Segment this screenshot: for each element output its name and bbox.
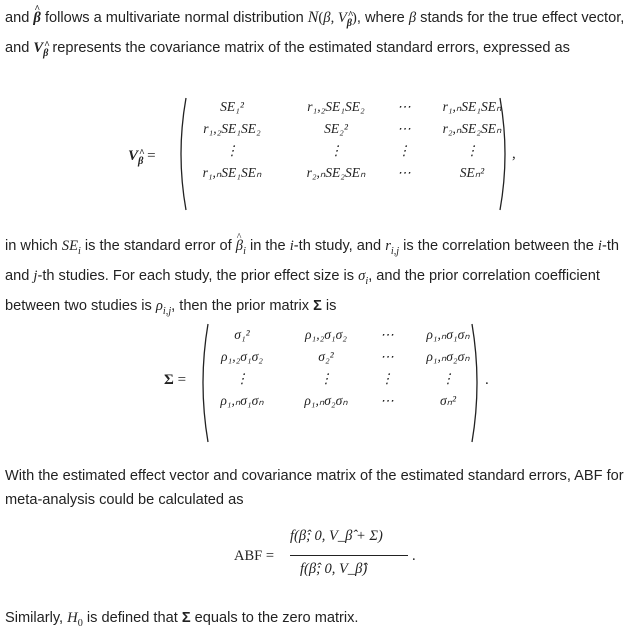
paragraph-definitions: in which $SE_i$ is the standard error of ^ $\beta_i$ in the i-th study, and $r_{i,j}$ is the correlation between the i-th and j-th studies. For each study, the prior effect size is $\sigma_i$, and the prior correlation coefficient between two studies is $\rho_{i,j}$, then the prior matrix Σ is	[5, 234, 629, 324]
matrix-sigma-row: ⋮ ⋮ ⋮ ⋮	[235, 371, 455, 386]
paragraph-abf-intro: With the estimated effect vector and covariance matrix of the estimated standard errors, ABF for meta-analysis could be calculated as	[5, 468, 624, 508]
matrix-v-row: r₁,₂SE₁SE₂ SE₂² ⋯ r₂,ₙSE₂SEₙ	[203, 121, 502, 136]
matrix-v-trailing: ,	[512, 146, 516, 162]
abf-lhs: ABF =	[234, 548, 275, 564]
matrix-sigma-right-paren	[470, 322, 484, 444]
abf-numerator: f(β̂; 0, V_β̂ + Σ)	[290, 528, 383, 544]
matrix-sigma-row: ρ₁,ₙσ₁σₙ ρ₁,ₙσ₂σₙ ⋯ σₙ²	[220, 393, 457, 408]
matrix-v-row: ⋮ ⋮ ⋮ ⋮	[225, 143, 479, 158]
abf-formula	[234, 528, 434, 588]
abf-trailing: .	[412, 548, 416, 564]
matrix-v	[180, 96, 524, 184]
abf-denominator: f(β̂; 0, V_β̂)	[300, 561, 368, 577]
matrix-v-lhs: V^ $_\beta$ =	[128, 148, 156, 167]
matrix-sigma	[202, 324, 492, 412]
matrix-v-row: r₁,ₙSE₁SEₙ r₂,ₙSE₂SEₙ ⋯ SEₙ²	[202, 165, 485, 180]
matrix-v-right-paren	[498, 96, 512, 212]
paragraph-null-hypothesis: Similarly, $H_0$ is defined that Σ equals to the zero matrix.	[5, 610, 359, 629]
paragraph-intro: and ^ β follows a multivariate normal distribution N(β, V^ $_\beta$), where β stands for the true effect vector, and V^ $_\beta$ represents the covariance matrix of the estimated standard errors, expressed as	[5, 6, 629, 66]
matrix-sigma-row: σ₁² ρ₁,₂σ₁σ₂ ⋯ ρ₁,ₙσ₁σₙ	[234, 327, 470, 342]
matrix-sigma-row: ρ₁,₂σ₁σ₂ σ₂² ⋯ ρ₁,ₙσ₂σₙ	[221, 349, 470, 364]
matrix-v-row: SE₁² r₁,₂SE₁SE₂ ⋯ r₁,ₙSE₁SEₙ	[220, 99, 502, 114]
abf-fraction-bar	[290, 555, 408, 556]
matrix-sigma-trailing: .	[485, 372, 489, 388]
matrix-sigma-lhs: Σ =	[164, 372, 187, 388]
